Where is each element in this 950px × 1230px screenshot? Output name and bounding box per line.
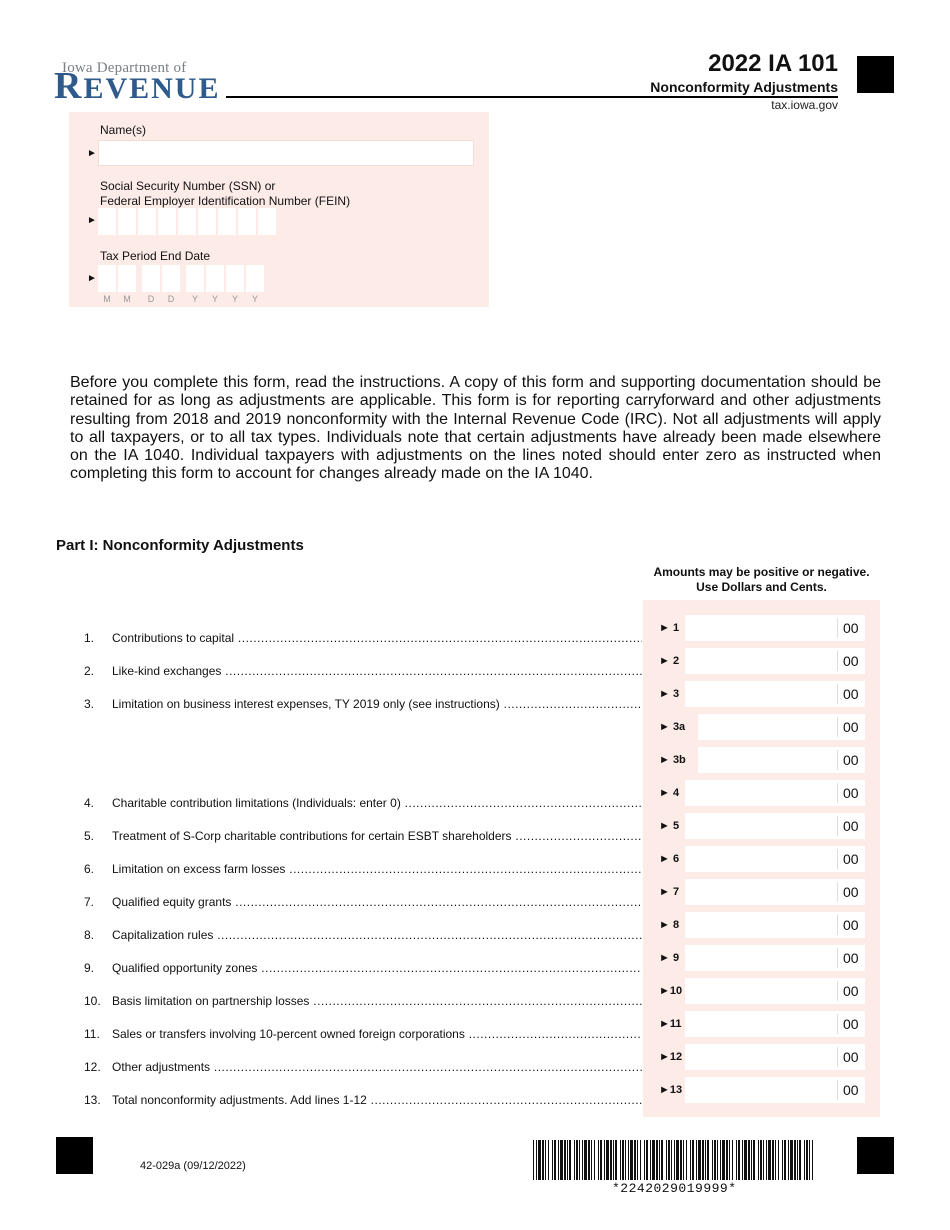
barcode-bar	[588, 1140, 590, 1180]
line-box-label: ►11	[659, 1018, 682, 1030]
barcode-bar	[797, 1140, 798, 1180]
part-1-title: Part I: Nonconformity Adjustments	[56, 537, 304, 554]
line-description: Limitation on excess farm losses .....	[112, 862, 642, 876]
line-4-amount-input[interactable]	[685, 780, 865, 806]
barcode-bar	[790, 1140, 793, 1180]
line-box-label: ► 1	[659, 622, 680, 634]
barcode-bar	[742, 1140, 743, 1180]
name-label: Name(s)	[100, 123, 147, 137]
date-year-cell[interactable]	[226, 265, 244, 292]
barcode-bar	[809, 1140, 810, 1180]
barcode-bar	[594, 1140, 595, 1180]
date-hint-year: Y	[211, 294, 218, 304]
ssn-arrow: ►	[87, 215, 97, 226]
date-hint-month: M	[103, 294, 111, 304]
cents-value: 00	[843, 851, 859, 867]
line-description: Sales or transfers involving 10-percent owned foreign corporations .....	[112, 1027, 642, 1041]
ssn-digit-cell[interactable]	[238, 208, 256, 235]
cents-value: 00	[843, 620, 859, 636]
amount-divider	[837, 651, 838, 671]
line-description: Basis limitation on partnership losses .....	[112, 994, 642, 1008]
amount-divider	[837, 981, 838, 1001]
line-box-label: ►13	[659, 1084, 683, 1096]
barcode-bar	[686, 1140, 687, 1180]
barcode-bar	[804, 1140, 805, 1180]
barcode-bar	[545, 1140, 546, 1180]
barcode-bar	[736, 1140, 737, 1180]
cents-value: 00	[843, 1082, 859, 1098]
line-box-label: ► 6	[659, 853, 680, 865]
line-box-label: ► 7	[659, 886, 680, 898]
barcode-bar	[628, 1140, 629, 1180]
line-7-amount-input[interactable]	[685, 879, 865, 905]
barcode-bar	[622, 1140, 624, 1180]
barcode-bar	[637, 1140, 638, 1180]
logo-revenue-rest: EVENUE	[83, 72, 221, 105]
barcode-bar	[705, 1140, 706, 1180]
line-3b-amount-input[interactable]	[698, 747, 865, 773]
amount-divider	[837, 816, 838, 836]
barcode-bar	[671, 1140, 672, 1180]
line-description: Capitalization rules .....	[112, 928, 642, 942]
ssn-digit-cell[interactable]	[138, 208, 156, 235]
barcode-bar	[674, 1140, 675, 1180]
registration-mark-bottom-left	[56, 1137, 93, 1174]
barcode-bar	[584, 1140, 587, 1180]
barcode-bar	[794, 1140, 796, 1180]
barcode-bar	[714, 1140, 716, 1180]
barcode-bar	[751, 1140, 752, 1180]
cents-value: 00	[843, 1016, 859, 1032]
barcode-bar	[668, 1140, 670, 1180]
barcode-bar	[717, 1140, 718, 1180]
line-8-amount-input[interactable]	[685, 912, 865, 938]
amount-divider	[837, 1047, 838, 1067]
form-title: 2022 IA 101	[708, 50, 838, 77]
amount-divider	[837, 948, 838, 968]
barcode-bar	[772, 1140, 774, 1180]
barcode-bar	[646, 1140, 648, 1180]
line-number: 12.	[84, 1060, 101, 1074]
logo-revenue	[54, 66, 220, 109]
barcode-bar	[600, 1140, 602, 1180]
line-box-label: ► 8	[659, 919, 680, 931]
line-number: 5.	[84, 829, 95, 843]
amount-note	[643, 565, 880, 595]
barcode-bar	[707, 1140, 709, 1180]
date-hint-year: Y	[251, 294, 258, 304]
date-hint-day: D	[147, 294, 155, 304]
line-description: Qualified equity grants .....	[112, 895, 642, 909]
barcode-bar	[542, 1140, 544, 1180]
line-box-label: ► 3	[659, 688, 680, 700]
cents-value: 00	[843, 1049, 859, 1065]
amount-divider	[837, 684, 838, 704]
date-month-cell[interactable]	[118, 265, 136, 292]
amount-divider	[837, 783, 838, 803]
cents-value: 00	[843, 653, 859, 669]
line-10-amount-input[interactable]	[685, 978, 865, 1004]
barcode-bar	[548, 1140, 549, 1180]
cents-value: 00	[843, 752, 859, 768]
barcode-bar	[634, 1140, 636, 1180]
ssn-digit-cell[interactable]	[118, 208, 136, 235]
line-box-label: ►12	[659, 1051, 683, 1063]
line-number: 3.	[84, 697, 95, 711]
barcode-bar	[640, 1140, 641, 1180]
barcode-bar	[784, 1140, 786, 1180]
barcode-bar	[569, 1140, 571, 1180]
barcode-bar	[615, 1140, 617, 1180]
line-description: Limitation on business interest expenses, TY 2019 only (see instructions) .....	[112, 697, 642, 711]
line-1-amount-input[interactable]	[685, 615, 865, 641]
barcode-bar	[574, 1140, 575, 1180]
date-year-cell[interactable]	[206, 265, 224, 292]
barcode-bar	[533, 1140, 534, 1180]
barcode-bar	[726, 1140, 728, 1180]
registration-mark-top-right	[857, 56, 894, 93]
line-box-label: ►10	[659, 985, 683, 997]
barcode-bar	[661, 1140, 663, 1180]
cents-value: 00	[843, 983, 859, 999]
barcode-bar	[610, 1140, 612, 1180]
barcode-bar	[753, 1140, 755, 1180]
barcode-bar	[768, 1140, 771, 1180]
barcode-bar	[722, 1140, 725, 1180]
ssn-label-line-1: Social Security Number (SSN) or	[100, 179, 276, 193]
barcode-bar	[748, 1140, 750, 1180]
line-13-amount-input[interactable]	[685, 1077, 865, 1103]
barcode-bar	[766, 1140, 767, 1180]
date-day-cell[interactable]	[162, 265, 180, 292]
barcode-bar	[744, 1140, 747, 1180]
line-number: 13.	[84, 1093, 101, 1107]
barcode-bar	[732, 1140, 733, 1180]
barcode-bar	[812, 1140, 813, 1180]
barcode-bar	[644, 1140, 645, 1180]
barcode-bar	[712, 1140, 713, 1180]
barcode-bar	[579, 1140, 580, 1180]
barcode-bar	[591, 1140, 592, 1180]
form-id: 42-029a (09/12/2022)	[140, 1160, 246, 1172]
line-description: Qualified opportunity zones .....	[112, 961, 642, 975]
barcode-bar	[630, 1140, 633, 1180]
line-number: 2.	[84, 664, 95, 678]
date-hint-year: Y	[231, 294, 238, 304]
barcode-text: *2242029019999*	[612, 1181, 737, 1196]
barcode-bar	[690, 1140, 691, 1180]
barcode-bar	[567, 1140, 568, 1180]
logo-department-text: Iowa Department of	[62, 60, 187, 76]
line-description: Charitable contribution limitations (Individuals: enter 0) .....	[112, 796, 642, 810]
line-description: Treatment of S-Corp charitable contributions for certain ESBT shareholders .....	[112, 829, 642, 843]
amount-divider	[837, 915, 838, 935]
barcode-bar	[775, 1140, 776, 1180]
cents-value: 00	[843, 686, 859, 702]
barcode-bar	[620, 1140, 621, 1180]
line-number: 8.	[84, 928, 95, 942]
cents-value: 00	[843, 818, 859, 834]
date-hint-day: D	[167, 294, 175, 304]
ssn-digit-cell[interactable]	[258, 208, 276, 235]
barcode-bar	[738, 1140, 740, 1180]
barcode-bar	[696, 1140, 697, 1180]
line-number: 4.	[84, 796, 95, 810]
barcode-bar	[729, 1140, 730, 1180]
line-box-label: ► 2	[659, 655, 680, 667]
instructions-paragraph: Before you complete this form, read the instructions. A copy of this form and supporting documentation should be retained for as long as adjustments are applicable. This form is for reporting carryforward and other adjustments resulting from 2018 and 2019 nonconformity with the Internal Revenue Code (IRC). Not all adjustments will apply to all taxpayers, or to all tax types. Individuals note that certain adjustments have already been made elsewhere on the IA 1040. Individual taxpayers with adjustments on the lines noted should enter zero as instructed when completing this form to account for changes already made on the IA 1040.	[70, 374, 881, 483]
ssn-digit-cell[interactable]	[158, 208, 176, 235]
barcode-bar	[656, 1140, 658, 1180]
barcode-bar	[625, 1140, 626, 1180]
tax-period-label: Tax Period End Date	[100, 249, 211, 263]
line-box-label: ► 3b	[659, 754, 686, 766]
line-description: Like-kind exchanges .....	[112, 664, 642, 678]
barcode-bar	[613, 1140, 614, 1180]
form-subtitle: Nonconformity Adjustments	[650, 79, 838, 95]
line-3a-amount-input[interactable]	[698, 714, 865, 740]
line-3-amount-input[interactable]	[685, 681, 865, 707]
line-description: Other adjustments .....	[112, 1060, 642, 1074]
barcode-bar	[702, 1140, 704, 1180]
barcode-bar	[598, 1140, 599, 1180]
barcode-bar	[538, 1140, 541, 1180]
barcode-bar	[558, 1140, 559, 1180]
ssn-label-line-2: Federal Employer Identification Number (FEIN)	[100, 194, 351, 208]
cents-value: 00	[843, 884, 859, 900]
barcode-bar	[692, 1140, 694, 1180]
line-description: Total nonconformity adjustments. Add lines 1-12 .....	[112, 1093, 642, 1107]
barcode-bar	[763, 1140, 764, 1180]
amount-divider	[837, 717, 838, 737]
line-number: 7.	[84, 895, 95, 909]
ssn-digit-cell[interactable]	[178, 208, 196, 235]
registration-mark-bottom-right	[857, 1137, 894, 1174]
barcode-bar	[652, 1140, 655, 1180]
ssn-digit-cell[interactable]	[218, 208, 236, 235]
line-number: 9.	[84, 961, 95, 975]
line-number: 10.	[84, 994, 101, 1008]
date-hint-month: M	[123, 294, 131, 304]
line-number: 11.	[84, 1027, 100, 1041]
line-2-amount-input[interactable]	[685, 648, 865, 674]
amount-divider	[837, 1080, 838, 1100]
barcode-bar	[698, 1140, 701, 1180]
barcode-bar	[554, 1140, 556, 1180]
amount-note-line-1: Amounts may be positive or negative.	[653, 565, 870, 579]
cents-value: 00	[843, 950, 859, 966]
logo-revenue-initial: R	[54, 65, 84, 107]
header-rule	[226, 96, 838, 98]
amount-divider	[837, 618, 838, 638]
barcode-bar	[676, 1140, 679, 1180]
line-6-amount-input[interactable]	[685, 846, 865, 872]
barcode-bar	[536, 1140, 537, 1180]
cents-value: 00	[843, 719, 859, 735]
barcode-bar	[552, 1140, 553, 1180]
website-link[interactable]: tax.iowa.gov	[771, 98, 838, 112]
amount-note-line-2: Use Dollars and Cents.	[696, 580, 827, 594]
name-arrow: ►	[87, 148, 97, 159]
line-12-amount-input[interactable]	[685, 1044, 865, 1070]
barcode-bar	[606, 1140, 609, 1180]
line-9-amount-input[interactable]	[685, 945, 865, 971]
amount-divider	[837, 882, 838, 902]
ssn-digit-cell[interactable]	[98, 208, 116, 235]
date-month-cell[interactable]	[98, 265, 116, 292]
barcode-bar	[806, 1140, 808, 1180]
cents-value: 00	[843, 917, 859, 933]
barcode-bar	[778, 1140, 779, 1180]
barcode-bar	[758, 1140, 759, 1180]
ssn-digit-cell[interactable]	[198, 208, 216, 235]
date-year-cell[interactable]	[246, 265, 264, 292]
barcode-bar	[582, 1140, 583, 1180]
barcode	[533, 1140, 813, 1180]
date-hint-year: Y	[191, 294, 198, 304]
barcode-bar	[680, 1140, 682, 1180]
tax-period-arrow: ►	[87, 273, 97, 284]
barcode-bar	[564, 1140, 566, 1180]
barcode-bar	[576, 1140, 578, 1180]
date-day-cell[interactable]	[142, 265, 160, 292]
barcode-bar	[604, 1140, 605, 1180]
barcode-bar	[683, 1140, 684, 1180]
line-box-label: ► 4	[659, 787, 680, 799]
amount-divider	[837, 1014, 838, 1034]
barcode-bar	[659, 1140, 660, 1180]
line-box-label: ► 9	[659, 952, 680, 964]
line-number: 1.	[84, 631, 95, 645]
line-11-amount-input[interactable]	[685, 1011, 865, 1037]
barcode-bar	[788, 1140, 789, 1180]
amount-divider	[837, 750, 838, 770]
barcode-bar	[782, 1140, 783, 1180]
barcode-bar	[720, 1140, 721, 1180]
barcode-bar	[560, 1140, 563, 1180]
cents-value: 00	[843, 785, 859, 801]
barcode-bar	[650, 1140, 651, 1180]
barcode-bar	[799, 1140, 801, 1180]
amount-divider	[837, 849, 838, 869]
line-5-amount-input[interactable]	[685, 813, 865, 839]
line-description: Contributions to capital .....	[112, 631, 642, 645]
barcode-bar	[666, 1140, 667, 1180]
date-year-cell[interactable]	[186, 265, 204, 292]
barcode-bar	[760, 1140, 762, 1180]
line-box-label: ► 3a	[659, 721, 686, 733]
line-number: 6.	[84, 862, 95, 876]
name-input[interactable]	[98, 140, 474, 166]
line-box-label: ► 5	[659, 820, 680, 832]
